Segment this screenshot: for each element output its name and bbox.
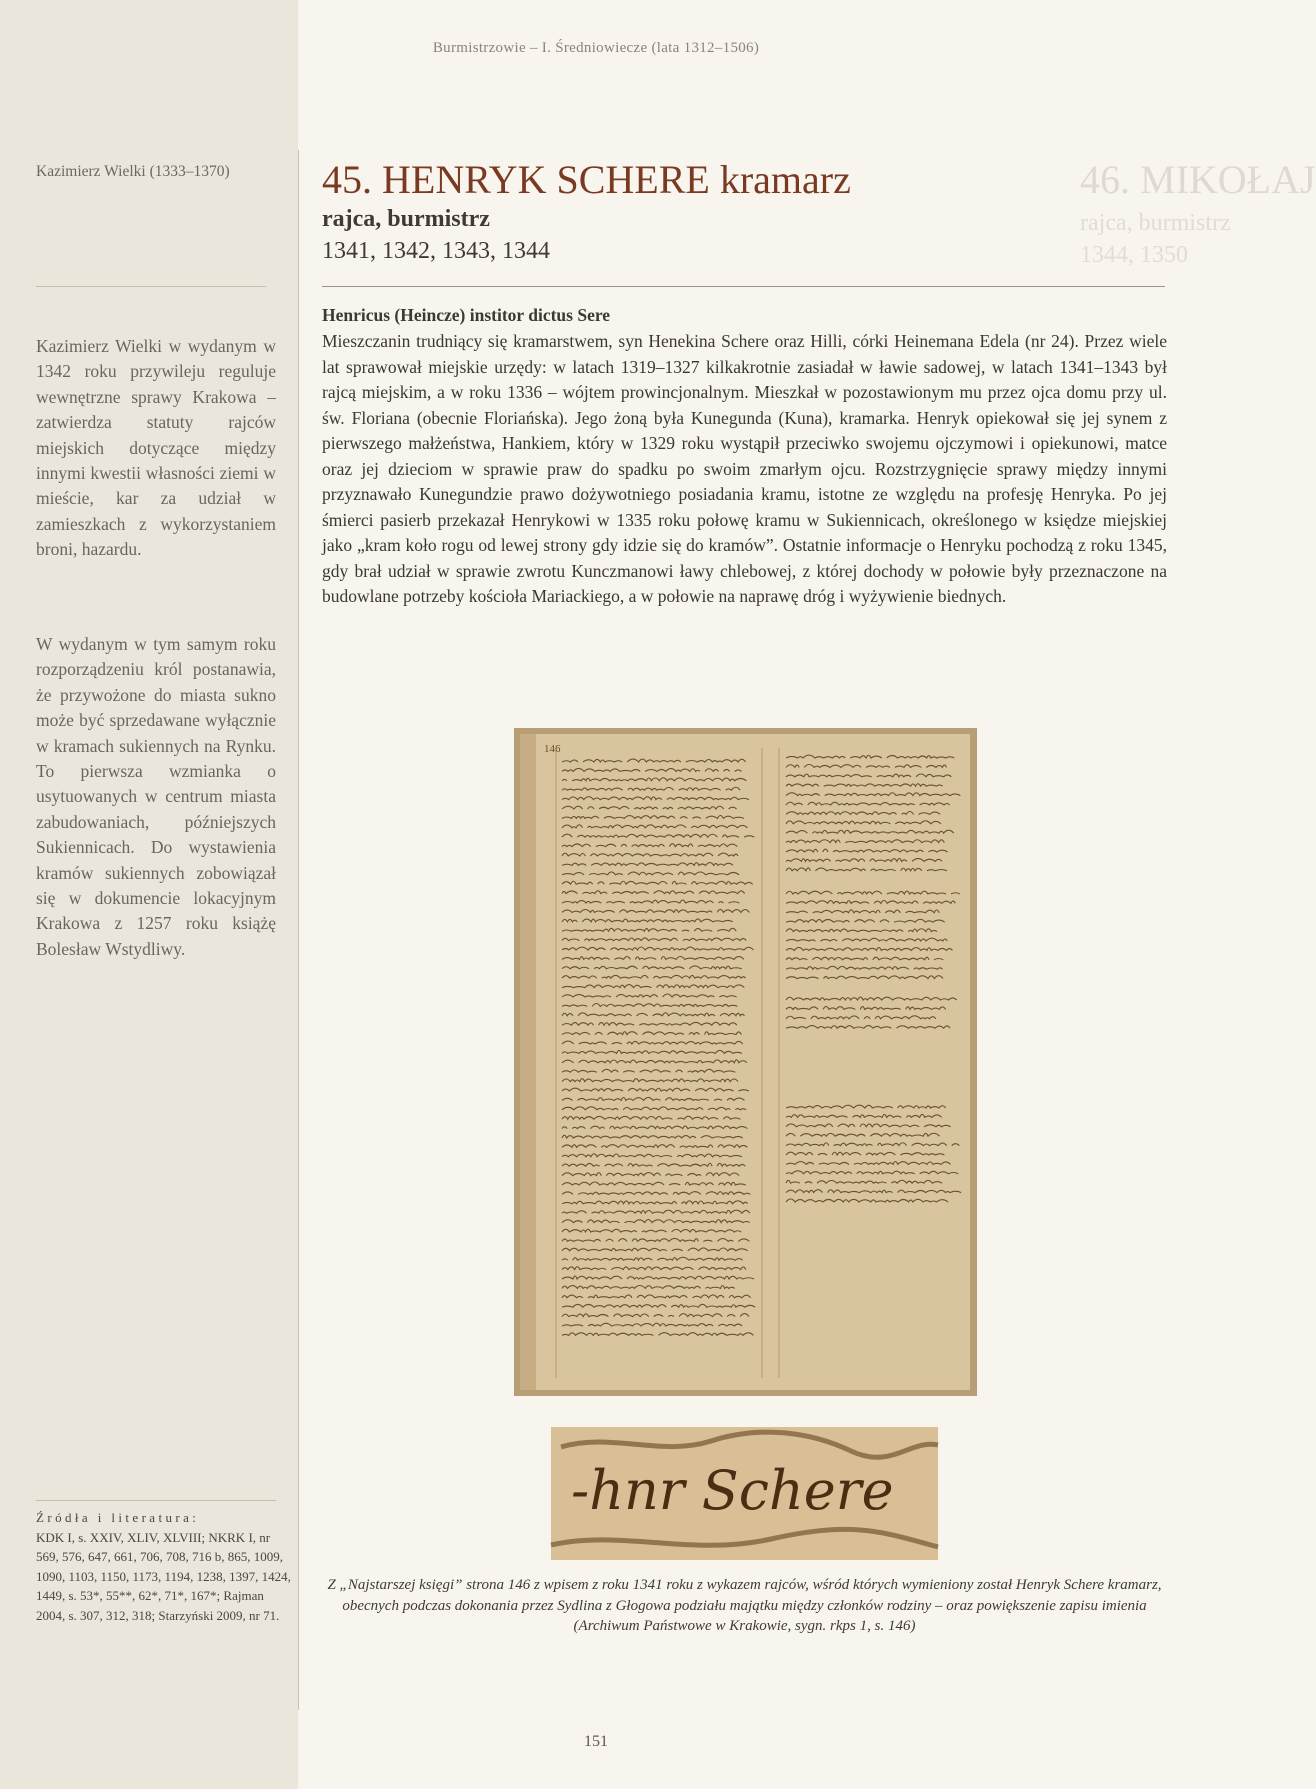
column-divider — [298, 150, 299, 1710]
entry-title: 45. HENRYK SCHERE kramarz — [322, 157, 851, 202]
sources-text: KDK I, s. XXIV, XLIV, XLVIII; NKRK I, nr 569, 576, 647, 661, 706, 708, 716 b, 865, 1009, 1090, 1103, 1150, 1173, 1194, 1238, 1397, 1424, 1449, s. 53*, 55**, 62*, 71*, 167*; Rajman 2004, s. 307, 312, 318; Starzyński 2009, nr 71. — [36, 1529, 291, 1623]
sidebar — [0, 0, 298, 1789]
next-entry-title-showthrough: 46. MIKOŁAJ — [1080, 157, 1316, 202]
sources-heading: Źródła i literatura: — [36, 1510, 200, 1525]
entry-office: rajca, burmistrz — [322, 206, 490, 232]
sources-divider — [36, 1500, 276, 1501]
latin-name: Henricus (Heincze) institor dictus Sere — [322, 305, 611, 325]
period-divider — [36, 286, 266, 287]
next-entry-years-showthrough: 1344, 1350 — [1080, 242, 1188, 268]
manuscript-detail-image — [551, 1427, 938, 1560]
next-entry-office-showthrough: rajca, burmistrz — [1080, 210, 1231, 236]
manuscript-gutter — [520, 734, 536, 1390]
entry-years: 1341, 1342, 1343, 1344 — [322, 238, 550, 264]
sources — [36, 1508, 294, 1626]
detail-handwritten-name: -hnr Schere — [571, 1459, 894, 1522]
biography: Mieszczanin trudniący się kramarstwem, syn Henekina Schere oraz Hilli, córki Heinemana Edela (nr 24). Przez wiele lat sprawował miejskie urzędy: w latach 1319–1327 kilkakrotnie zasiadał w ławie sadowej, w latach 1341–1343 był rajcą miejskim, a w roku 1336 – wójtem prowincjonalnym. Mieszkał w pozostawionym mu przez ojca domu przy ul. św. Floriana (obecnie Floriańska). Jego żoną była Kunegunda (Kuna), kramarka. Henryk opiekował się jej synem z pierwszego małżeństwa, Hankiem, który w 1329 roku wystąpił przeciwko swojemu ojczymowi i opiekunowi, matce oraz jej dzieciom w sprawie praw do spadku po swoim zmarłym ojcu. Rozstrzygnięcie sprawy między innymi przyznawało Kunegundzie prawo dożywotniego posiadania kramu, istotne ze względu na profesję Henryka. Po jej śmierci pasierb przekazał Henrykowi w 1335 roku połowę kramu w Sukiennicach, określonego w księdze miejskiej jako „kram koło rogu od lewej strony gdy idzie się do kramów”. Ostatnie informacje o Henryku pochodzą z roku 1345, gdy brał udział w sprawie zwrotu Kunczmanowi ławy chlebowej, z której dochody w połowie były przeznaczone na budowlane potrzeby kościoła Mariackiego, a w połowie na naprawę dróg i wyżywienie biednych. — [322, 331, 1167, 606]
manuscript-image — [514, 728, 977, 1396]
manuscript-page-label: 146 — [544, 743, 561, 755]
period-label: Kazimierz Wielki (1333–1370) — [36, 163, 230, 180]
page-number: 151 — [584, 1733, 608, 1750]
title-divider — [322, 286, 1165, 287]
running-head: Burmistrzowie – I. Średniowiecze (lata 1312–1506) — [432, 40, 760, 56]
sidebar-paragraph-1: Kazimierz Wielki w wydanym w 1342 roku przywileju reguluje wewnętrzne sprawy Krakowa – zatwierdza statuty rajców miejskich dotyczące między innymi kwestii własności ziemi w mieście, kar za udział w zamieszkach z wykorzystaniem broni, hazardu. — [36, 336, 276, 560]
figure-caption: Z „Najstarszej księgi” strona 146 z wpisem z roku 1341 roku z wykazem rajców, wśród których wymieniony został Henryk Schere kramarz, obecnych podczas dokonania przez Sydlina z Głogowa podziału majątku między członków rodziny – oraz powiększenie zapisu imienia (Archiwum Państwowe w Krakowie, sygn. rkps 1, s. 146) — [327, 1577, 1162, 1634]
sidebar-paragraph-2: W wydanym w tym samym roku rozporządzeniu król postanawia, że przywożone do miasta sukno może być sprzedawane wyłącznie w kramach sukiennych na Rynku. To pierwsza wzmianka o usytuowanych w centrum miasta zabudowaniach, późniejszych Sukiennicach. Do wystawienia kramów sukiennych zobowiązał się w dokumencie lokacyjnym Krakowa z 1257 roku książę Bolesław Wstydliwy. — [36, 634, 276, 959]
